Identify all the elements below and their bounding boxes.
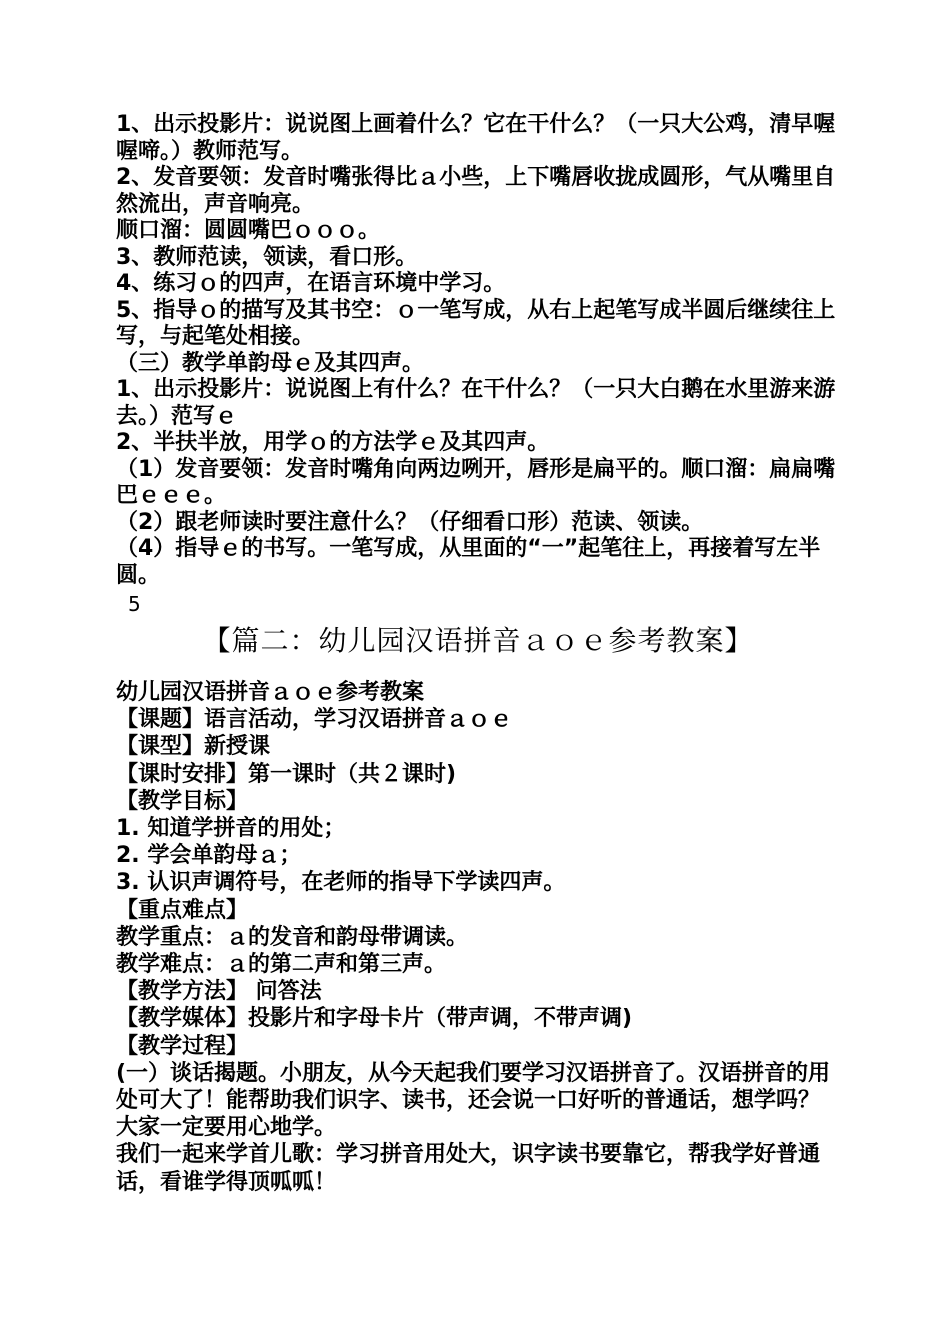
paragraph: 【课题】语言活动，学习汉语拼音ａｏｅ (116, 707, 513, 733)
lesson-section-o-e (116, 112, 840, 589)
paragraph: 5、指导ｏ的描写及其书空：ｏ一笔写成，从右上起笔写成半圆后继续往上写，与起笔处相接。 (116, 297, 836, 349)
paragraph: 教学难点：ａ的第二声和第三声。 (116, 952, 447, 978)
paragraph: （1）发音要领：发音时嘴角向两边咧开，唇形是扁平的。顺口溜：扁扁嘴巴ｅｅｅ。 (116, 456, 836, 508)
paragraph: 4、练习ｏ的四声，在语言环境中学习。 (116, 271, 506, 296)
page-number: 5 (128, 592, 141, 616)
paragraph: 2. 学会单韵母ａ； (116, 843, 302, 869)
section-heading: 【篇二：幼儿园汉语拼音ａｏｅ参考教案】 (202, 624, 754, 657)
paragraph: 教学重点：ａ的发音和韵母带调读。 (116, 924, 469, 950)
paragraph: 【课时安排】第一课时（共２课时) (116, 761, 457, 787)
paragraph: 2、发音要领：发音时嘴张得比ａ小些，上下嘴唇收拢成圆形，气从嘴里自然流出，声音响亮。 (116, 165, 836, 217)
paragraph: （三）教学单韵母ｅ及其四声。 (116, 350, 425, 376)
paragraph: 我们一起来学首儿歌：学习拼音用处大，识字读书要靠它，帮我学好普通话，看谁学得顶呱呱！ (116, 1142, 821, 1195)
lesson-plan-title: 幼儿园汉语拼音ａｏｅ参考教案 (116, 680, 425, 705)
paragraph: 【重点难点】 (116, 897, 249, 923)
paragraph: 3、教师范读，领读，看口形。 (116, 244, 418, 270)
paragraph: 【课型】新授课 (116, 734, 271, 760)
paragraph: (一）谈话揭题。小朋友，从今天起我们要学习汉语拼音了。汉语拼音的用处可大了！能帮助我们识字、读书，还会说一口好听的普通话，想学吗？大家一定要用心地学。 (116, 1060, 831, 1141)
paragraph: （4）指导ｅ的书写。一笔写成，从里面的“一”起笔往上，再接着写左半圆。 (116, 536, 821, 588)
paragraph: 【教学方法】 问答法 (116, 979, 322, 1005)
paragraph: 【教学过程】 (116, 1033, 249, 1059)
paragraph: 1、出示投影片：说说图上画着什么？它在干什么？（一只大公鸡，清早喔喔啼。）教师范写。 (116, 112, 836, 164)
paragraph: 顺口溜：圆圆嘴巴ｏｏｏ。 (116, 218, 381, 243)
paragraph: 1. 知道学拼音的用处； (116, 816, 346, 842)
paragraph: 3. 认识声调符号，在老师的指导下学读四声。 (116, 870, 566, 896)
lesson-plan-section (116, 679, 840, 1196)
paragraph: 1、出示投影片：说说图上有什么？在干什么？（一只大白鹅在水里游来游去。）范写ｅ (116, 377, 836, 429)
paragraph: 2、半扶半放，用学ｏ的方法学ｅ及其四声。 (116, 430, 550, 455)
paragraph: （2）跟老师读时要注意什么？（仔细看口形）范读、领读。 (116, 509, 704, 535)
paragraph: 【教学目标】 (116, 788, 249, 814)
paragraph: 【教学媒体】投影片和字母卡片（带声调，不带声调) (116, 1006, 633, 1032)
